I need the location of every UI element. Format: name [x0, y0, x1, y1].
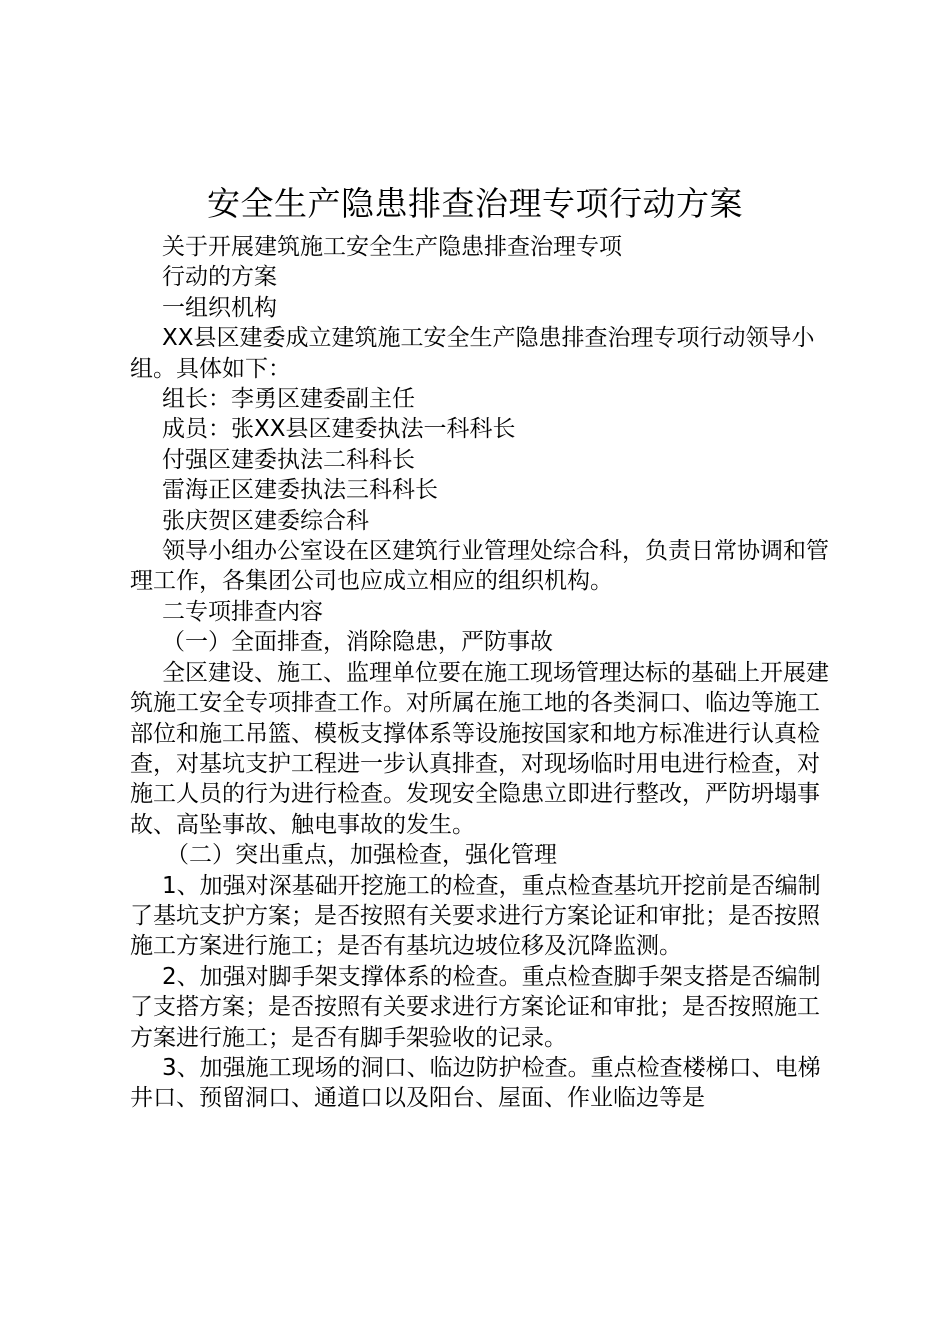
paragraph: （一）全面排查，消除隐患，严防事故: [162, 629, 553, 656]
paragraph: 组长：李勇区建委副主任: [162, 386, 415, 413]
paragraph: （二）突出重点，加强检查，强化管理: [166, 842, 557, 869]
paragraph: 3、加强施工现场的洞口、临边防护检查。重点检查楼梯口、电梯井口、预留洞口、通道口以及阳台、屋面、作业临边等是: [130, 1054, 821, 1112]
paragraph: 领导小组办公室设在区建筑行业管理处综合科，负责日常协调和管理工作，各集团公司也应成立相应的组织机构。: [130, 538, 829, 595]
paragraph: XX县区建委成立建筑施工安全生产隐患排查治理专项行动领导小组。具体如下：: [130, 325, 815, 382]
paragraph: 成员：张XX县区建委执法一科科长: [162, 416, 516, 443]
paragraph: 一组织机构: [162, 294, 277, 321]
paragraph: 二专项排查内容: [162, 598, 323, 625]
paragraph: 2、加强对脚手架支撑体系的检查。重点检查脚手架支搭是否编制了支搭方案；是否按照有关要求进行方案论证和审批；是否按照施工方案进行施工；是否有脚手架验收的记录。: [130, 963, 821, 1051]
paragraph: 张庆贺区建委综合科: [162, 507, 369, 534]
document-body: [130, 232, 830, 1114]
paragraph: 关于开展建筑施工安全生产隐患排查治理专项: [162, 234, 622, 260]
paragraph: 雷海正区建委执法三科科长: [162, 477, 438, 504]
paragraph: 付强区建委执法二科科长: [162, 446, 415, 473]
paragraph: 全区建设、施工、监理单位要在施工现场管理达标的基础上开展建筑施工安全专项排查工作。对所属在施工地的各类洞口、临边等施工部位和施工吊篮、模板支撑体系等设施按国家和地方标准进行认真检查，对基坑支护工程进一步认真排查，对现场临时用电进行检查，对施工人员的行为进行检查。发现安全隐患立即进行整改，严防坍塌事故、高坠事故、触电事故的发生。: [130, 659, 829, 838]
paragraph: 行动的方案: [162, 264, 277, 291]
paragraph: 1、加强对深基础开挖施工的检查，重点检查基坑开挖前是否编制了基坑支护方案；是否按照有关要求进行方案论证和审批；是否按照施工方案进行施工；是否有基坑边坡位移及沉降监测。: [130, 872, 821, 960]
document-title: 安全生产隐患排查治理专项行动方案: [207, 184, 743, 223]
